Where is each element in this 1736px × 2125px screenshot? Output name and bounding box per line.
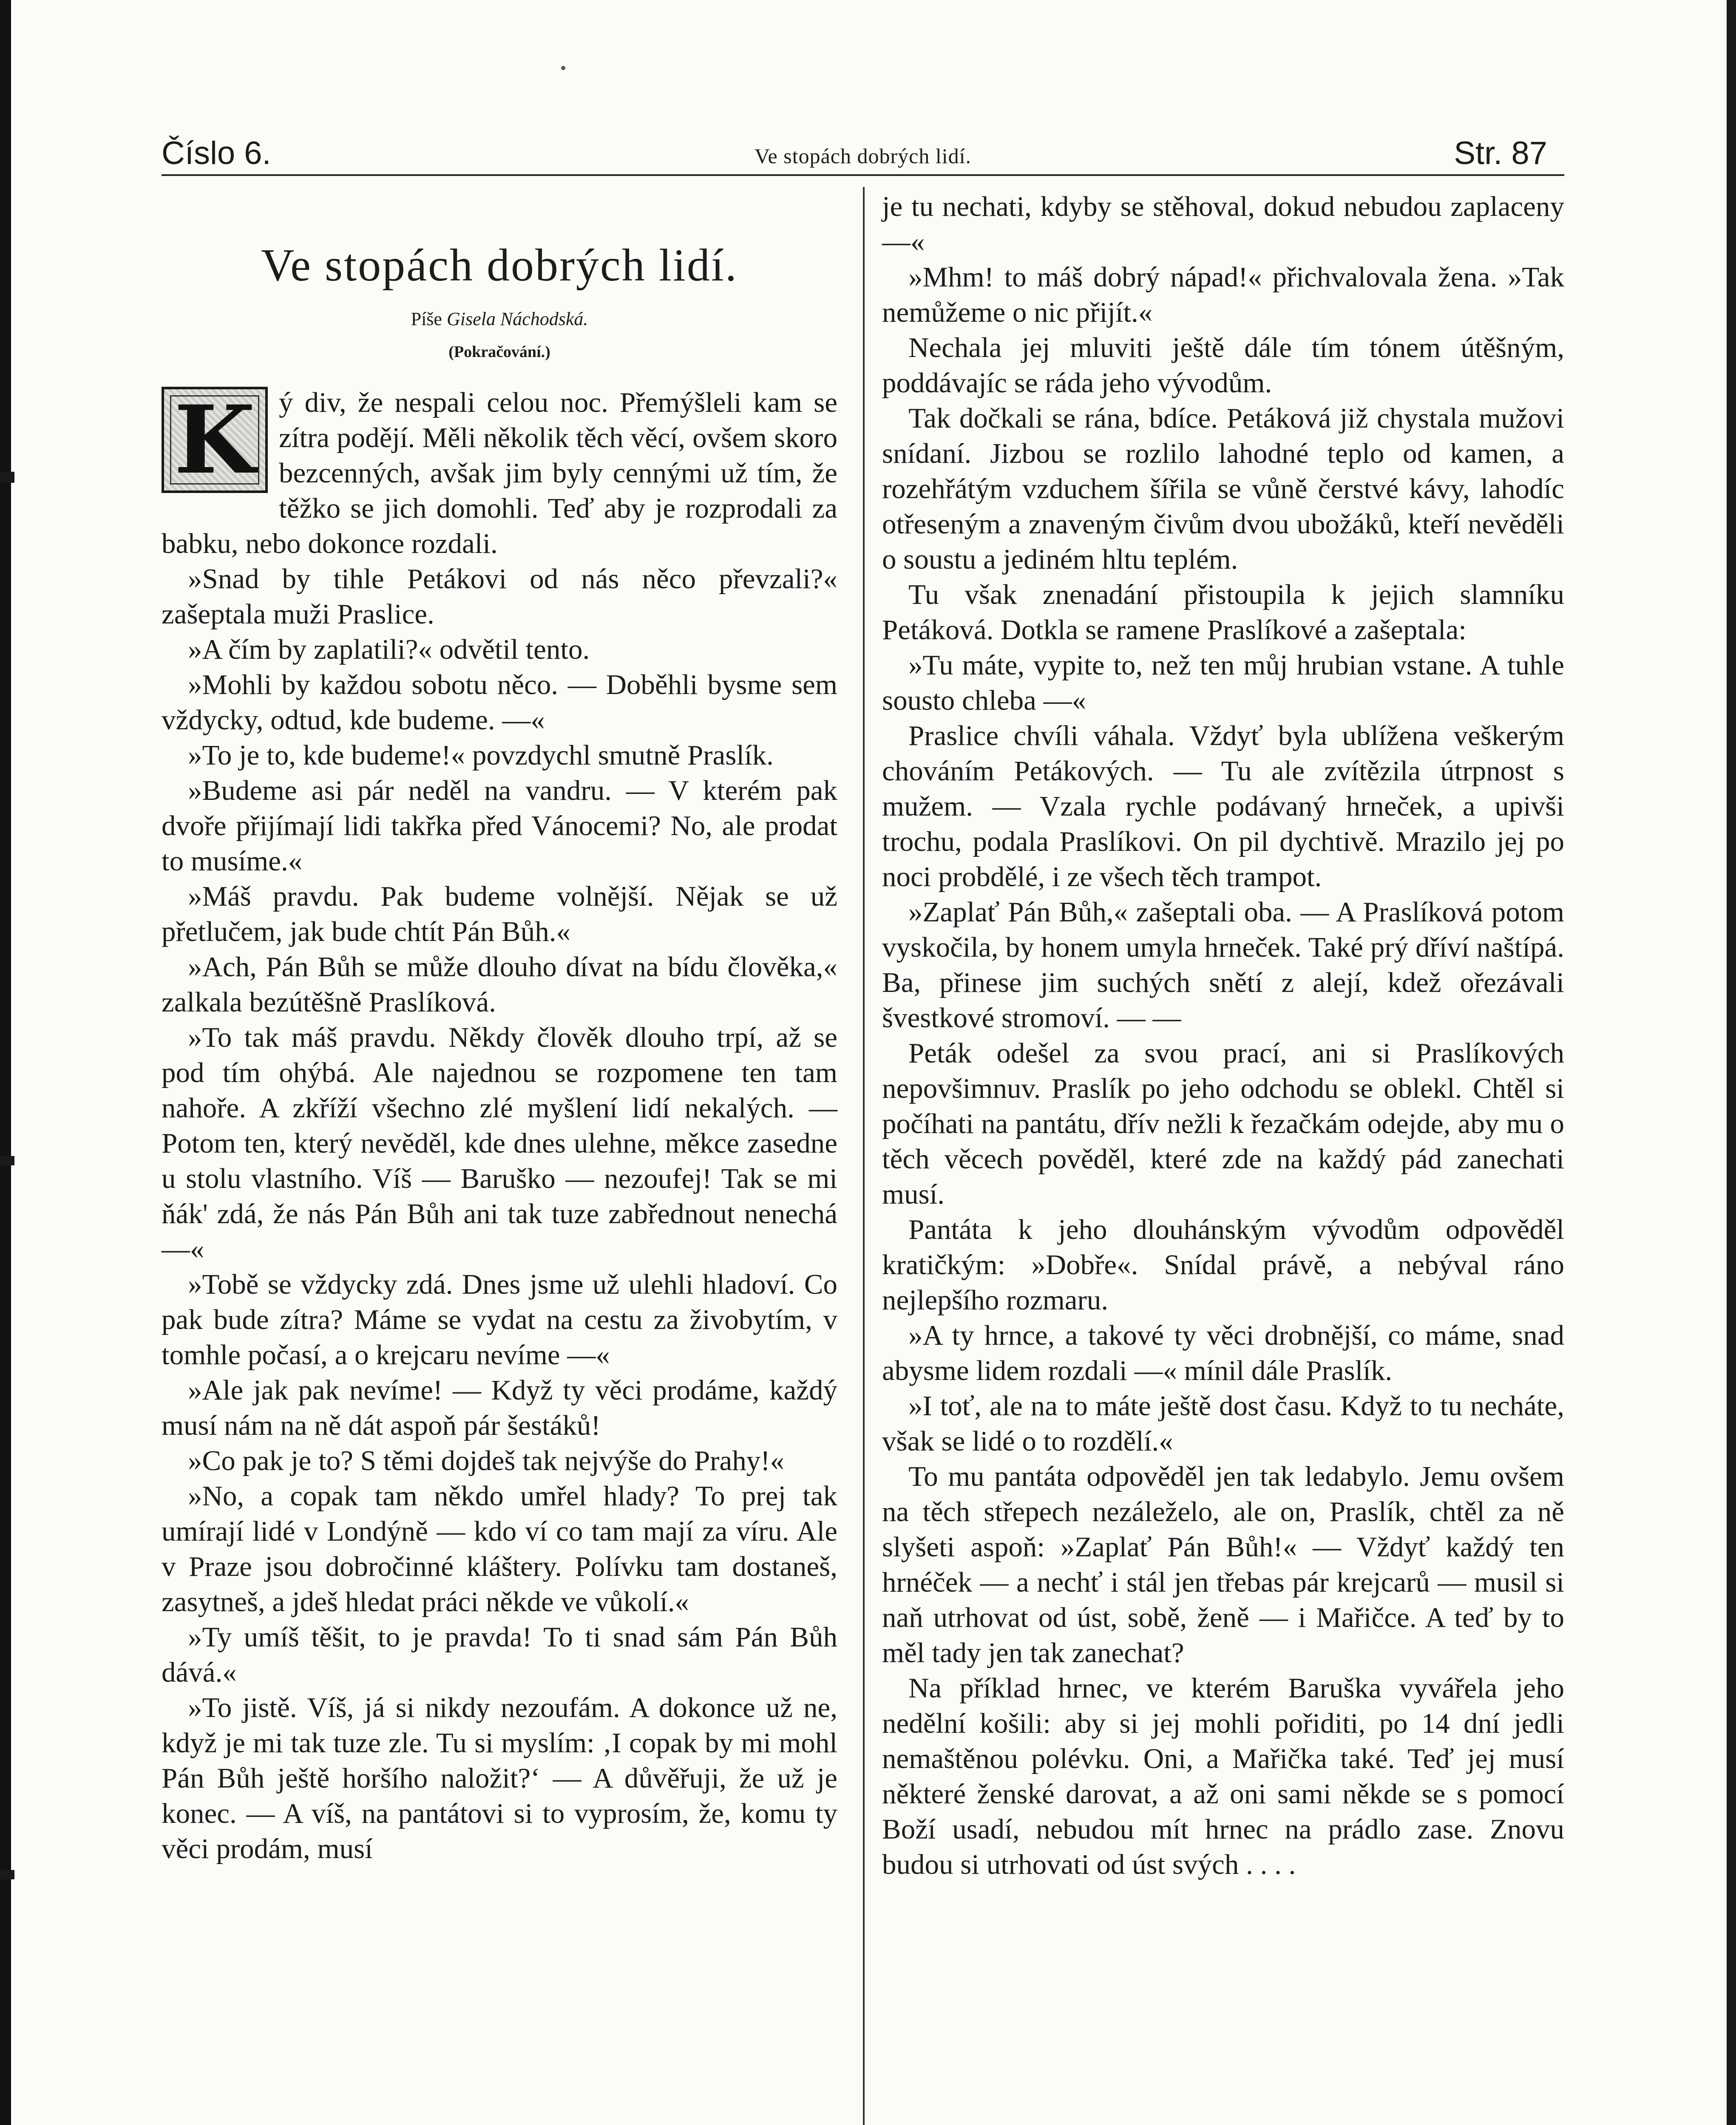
paragraph: To mu pantáta odpověděl jen tak ledabylo. Jemu ovšem na těch střepech nezáleželo, ale on, Praslík, chtěl za ně slyšeti aspoň: »Zaplať Pán Bůh!« — Vždyť každý ten hrnéček — a nechť i stál jen třebas pár krejcarů — musil si naň utrhovat od úst, sobě, ženě — i Mařičce. A teď by to měl tady jen tak zanechat?	[882, 1461, 1564, 1669]
scan-mark	[0, 1156, 14, 1165]
paragraph: »Mhm! to máš dobrý nápad!« přichvalovala žena. »Tak nemůžeme o nic přijít.«	[882, 261, 1564, 328]
right-column	[882, 189, 1564, 1882]
paragraph: »I toť, ale na to máte ještě dost času. Když to tu necháte, však se lidé o to rozdělí.«	[882, 1390, 1564, 1457]
paragraph: »To je to, kde budeme!« povzdychl smutně Praslík.	[188, 740, 774, 771]
scan-edge-right	[1727, 0, 1736, 2125]
drop-cap-letter: K	[174, 385, 255, 495]
scan-edge-left	[0, 0, 11, 2125]
running-title: Ve stopách dobrých lidí.	[754, 144, 971, 168]
paragraph: »Co pak je to? S těmi dojdeš tak nejvýše do Prahy!«	[188, 1445, 785, 1476]
paragraph: Nechala jej mluviti ještě dále tím tónem útěšným, poddávajíc se ráda jeho vývodům.	[882, 332, 1564, 399]
drop-cap	[162, 387, 268, 493]
running-header	[162, 123, 1564, 176]
issue-number: Číslo 6.	[162, 135, 271, 171]
left-column	[162, 189, 837, 1867]
article-author: Gisela Náchodská.	[446, 309, 588, 329]
article-heading	[162, 238, 837, 365]
paragraph: Peták odešel za svou prací, ani si Praslíkových nepovšimnuv. Praslík po jeho odchodu se oblekl. Chtěl si počíhati na pantátu, dřív nežli k řezačkám odejde, aby mu o těch věcech pověděl, které zde na každý pád zanechati musí.	[882, 1037, 1564, 1210]
article-byline	[162, 304, 837, 334]
paragraph: »Snad by tihle Petákovi od nás něco převzali?« zašeptala muži Praslice.	[162, 563, 837, 630]
paragraph: »Ty umíš těšit, to je pravda! To ti snad sám Pán Bůh dává.«	[162, 1621, 837, 1688]
continued-line: je tu nechati, kdyby se stěhoval, dokud nebudou zaplaceny —«	[882, 191, 1564, 258]
column-divider	[863, 187, 865, 2125]
paragraph: »No, a copak tam někdo umřel hlady? To prej tak umírají lidé v Londýně — kdo ví co tam mají za víru. Ale v Praze jsou dobročinné kláštery. Polívku tam dostaneš, zasytneš, a jdeš hledat práci někde ve vůkolí.«	[162, 1480, 837, 1618]
paragraph: Na příklad hrnec, ve kterém Baruška vyvářela jeho nedělní košili: aby si jej mohli pořiditi, po 14 dní jedli nemaštěnou polévku. Oni, a Mařička také. Teď jej musí některé ženské darovat, a až oni sami někde se s pomocí Boží usadí, nebudou mít hrnec na prádlo zase. Znovu budou si utrhovati od úst svých . . . .	[882, 1672, 1564, 1880]
first-paragraph-text: ý div, že nespali celou noc. Přemýšleli kam se zítra podějí. Měli několik těch věcí, ovšem skoro bezcenných, avšak jim byly cennými už tím, že těžko se jich domohli. Teď aby je rozprodali za babku, nebo dokonce rozdali.	[162, 387, 837, 559]
paragraph: »To jistě. Víš, já si nikdy nezoufám. A dokonce už ne, když je mi tak tuze zle. Tu si myslím: ‚I copak by mi mohl Pán Bůh ještě horšího naložit?‘ — A důvěřuji, že už je konec. — A víš, na pantátovi si to vyprosím, že, komu ty věci prodám, musí	[162, 1692, 837, 1864]
paragraph: »To tak máš pravdu. Někdy člověk dlouho trpí, až se pod tím ohýbá. Ale najednou se rozpomene ten tam nahoře. A zkříží všechno zlé myšlení lidí nekalých. — Potom ten, který nevěděl, kde dnes ulehne, měkce zasedne u stolu vlastního. Víš — Baruško — nezoufej! Tak se mi ňák' zdá, že nás Pán Bůh ani tak tuze zabřednout nenechá —«	[162, 1022, 837, 1265]
paragraph: Praslice chvíli váhala. Vždyť byla ublížena veškerým chováním Petákových. — Tu ale zvítězila útrpnost s mužem. — Vzala rychle podávaný hrneček, a upivši trochu, podala Praslíkovi. On pil dychtivě. Mrazilo jej po noci probdělé, i ze všech těch trampot.	[882, 720, 1564, 892]
paragraph: »Ale jak pak nevíme! — Když ty věci prodáme, každý musí nám na ně dát aspoň pár šestáků!	[162, 1374, 837, 1441]
paragraph: Tu však znenadání přistoupila k jejich slamníku Petáková. Dotkla se ramene Praslíkové a zašeptala:	[882, 579, 1564, 646]
article-title: Ve stopách dobrých lidí.	[261, 240, 738, 291]
paragraph: »Tobě se vždycky zdá. Dnes jsme už ulehli hladoví. Co pak bude zítra? Máme se vydat na cestu za živobytím, v tomhle počasí, a o krejcaru nevíme —«	[162, 1269, 837, 1371]
continuation-note: (Pokračování.)	[448, 343, 550, 361]
paragraph: »Mohli by každou sobotu něco. — Doběhli bysme sem vždycky, odtud, kde budeme. —«	[162, 669, 837, 736]
paragraph: »A ty hrnce, a takové ty věci drobnější, co máme, snad abysme lidem rozdali —« mínil dále Praslík.	[882, 1320, 1564, 1386]
paragraph: »Máš pravdu. Pak budeme volnější. Nějak se už přetlučem, jak bude chtít Pán Bůh.«	[162, 881, 837, 947]
paragraph: »Budeme asi pár neděl na vandru. — V kterém pak dvoře přijímají lidi takřka před Vánocemi? No, ale prodat to musíme.«	[162, 775, 837, 877]
scan-dot	[561, 66, 565, 70]
byline-prefix: Píše	[411, 309, 442, 329]
paragraph: »Tu máte, vypite to, než ten můj hrubian vstane. A tuhle sousto chleba —«	[882, 649, 1564, 716]
page-number: Str. 87	[1454, 135, 1547, 171]
paragraph: »A čím by zaplatili?« odvětil tento.	[188, 634, 590, 665]
scan-mark	[0, 472, 14, 483]
paragraph: »Ach, Pán Bůh se může dlouho dívat na bídu člověka,« zalkala bezútěšně Praslíková.	[162, 951, 837, 1018]
paragraph: Pantáta k jeho dlouhánským vývodům odpověděl kratičkým: »Dobře«. Snídal právě, a nebýval ráno nejlepšího rozmaru.	[882, 1214, 1564, 1316]
paragraph: »Zaplať Pán Bůh,« zašeptali oba. — A Praslíková potom vyskočila, by honem umyla hrneček. Také prý dříví naštípá. Ba, přinese jim suchých snětí z alejí, kdež ořezávali švestkové stromoví. — —	[882, 896, 1564, 1034]
scan-mark	[0, 1870, 14, 1879]
paragraph: Tak dočkali se rána, bdíce. Petáková již chystala mužovi snídaní. Jizbou se rozlilo lahodné teplo od kamen, a rozehřátým vzduchem šířila se vůně čerstvé kávy, lahodíc otřeseným a znaveným čivům dvou ubožáků, kteří nevěděli o soustu a jediném hltu teplém.	[882, 402, 1564, 575]
first-paragraph	[162, 385, 837, 561]
